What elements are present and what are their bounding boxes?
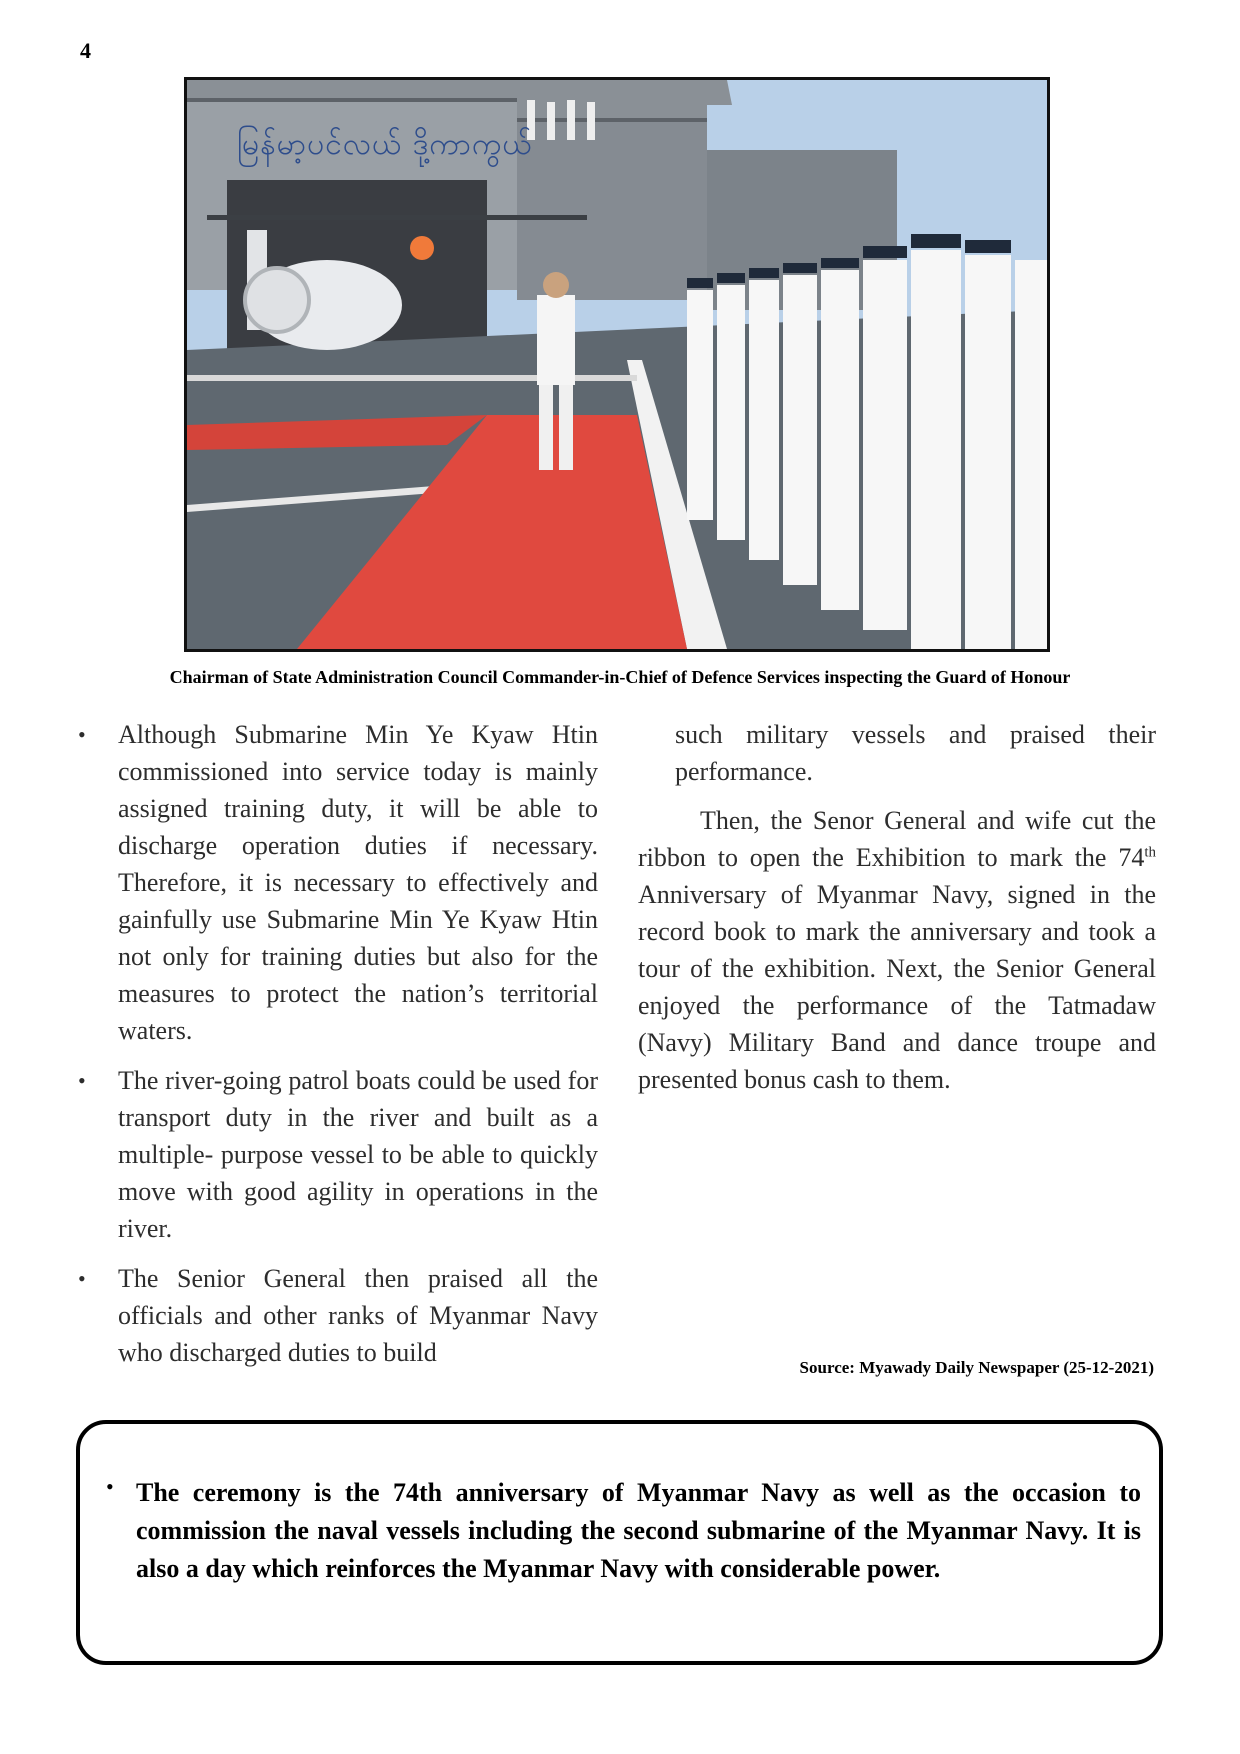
right-column (638, 716, 1156, 1098)
ordinal-superscript: th (1144, 844, 1156, 861)
summary-callout-box (76, 1420, 1163, 1665)
list-item-continuation: such military vessels and praised their performance. (675, 720, 1156, 786)
body-paragraph (638, 802, 1156, 1098)
list-item (76, 1260, 598, 1371)
page-number: 4 (80, 38, 91, 63)
left-column (76, 716, 598, 1384)
bullet-icon: • (106, 1474, 114, 1499)
list-item-text: The Senior General then praised all the officials and other ranks of Myanmar Navy who discharged duties to build (118, 1264, 598, 1367)
ship-hull-lettering: မြန်မာ့ပင်လယ် ဒို့ကာကွယ် (237, 127, 533, 162)
list-item-text: The river-going patrol boats could be used for transport duty in the river and built as a multiple- purpose vessel to be able to quickly move with good agility in operations in the river. (118, 1066, 598, 1243)
list-item (76, 716, 598, 1049)
paragraph-text-end: Anniversary of Myanmar Navy, signed in the record book to mark the anniversary and took a tour of the exhibition. Next, the Senior General enjoyed the performance of the Tatmadaw (Navy) Military Band and dance troupe and presented bonus cash to them. (638, 880, 1156, 1094)
callout-item (98, 1474, 1141, 1588)
paragraph-text-start: Then, the Senor General and wife cut the ribbon to open the Exhibition to mark the 74 (638, 806, 1156, 872)
callout-text: The ceremony is the 74th anniversary of Myanmar Navy as well as the occasion to commission the naval vessels including the second submarine of the Myanmar Navy. It is also a day which reinforces the Myanmar Navy with considerable power. (136, 1478, 1141, 1583)
bullet-icon: • (78, 1266, 86, 1291)
list-item-text: Although Submarine Min Ye Kyaw Htin commissioned into service today is mainly assigned training duty, it will be able to discharge operation duties if necessary. Therefore, it is necessary to effectively and gainfully use Submarine Min Ye Kyaw Htin not only for training duties but also for the measures to protect the nation’s territorial waters. (118, 720, 598, 1045)
list-item (76, 1062, 598, 1247)
bullet-icon: • (78, 722, 86, 747)
bullet-icon: • (78, 1068, 86, 1093)
source-citation: Source: Myawady Daily Newspaper (25-12-2021) (799, 1358, 1154, 1377)
photo-caption: Chairman of State Administration Council Commander-in-Chief of Defence Services inspecting the Guard of Honour (169, 667, 1071, 687)
ceremony-photo (184, 77, 1050, 652)
